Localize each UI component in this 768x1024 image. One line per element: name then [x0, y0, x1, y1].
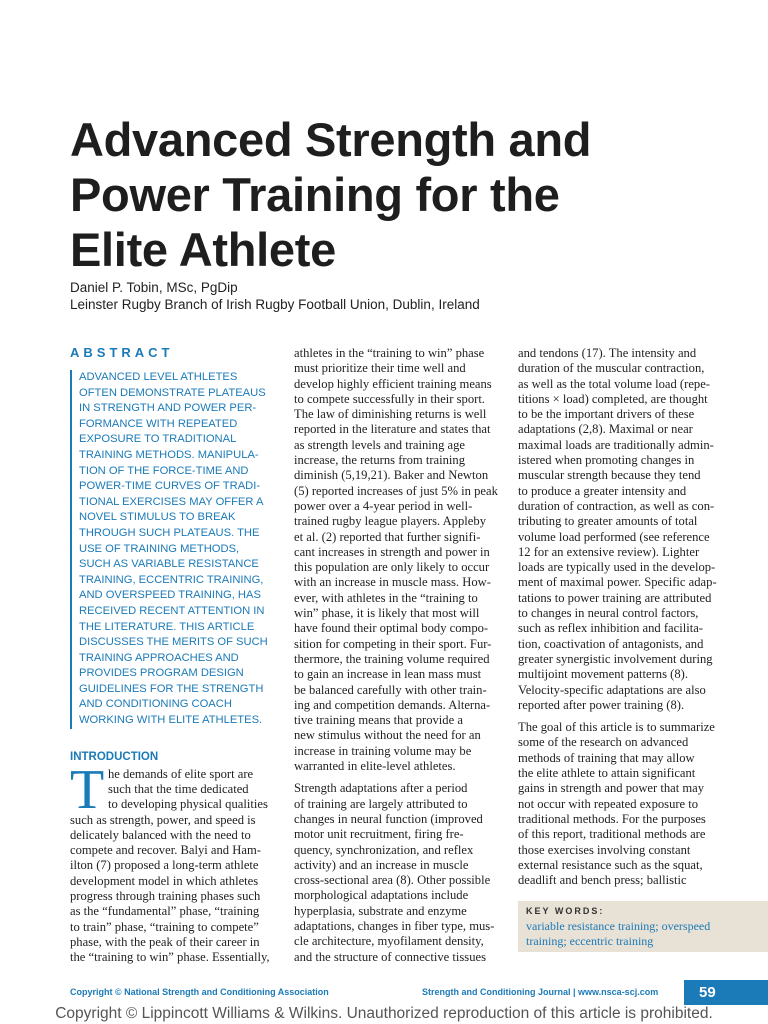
- text-line: power over a 4-year period in well-: [294, 498, 473, 513]
- text-line: win” phase, it is likely that most will: [294, 606, 480, 621]
- copyright-notice: Copyright © Lippincott Williams & Wilkins. Unauthorized reproduction of this article is prohibited.: [55, 1005, 713, 1022]
- text-line: the “training to win” phase. Essentially,: [70, 950, 270, 965]
- text-line: activity) and an increase in muscle: [294, 857, 469, 872]
- author-name: Daniel P. Tobin, MSc, PgDip: [70, 280, 238, 295]
- text-line: Velocity-specific adaptations are also: [518, 682, 706, 697]
- text-line: 12 for an extensive review). Lighter: [518, 544, 700, 559]
- text-line: The goal of this article is to summarize: [518, 720, 715, 735]
- left-column: [70, 345, 272, 966]
- text-line: traditional methods. For the purposes: [518, 811, 706, 826]
- author-affiliation: Leinster Rugby Branch of Irish Rugby Football Union, Dublin, Ireland: [70, 297, 480, 312]
- text-line: ilton (7) proposed a long-term athlete: [70, 858, 259, 873]
- text-line: to developing physical qualities: [108, 797, 268, 812]
- text-line: AND OVERSPEED TRAINING, HAS: [79, 589, 261, 602]
- text-line: multijoint movement patterns (8).: [518, 667, 688, 682]
- text-line: titions × load) completed, are thought: [518, 391, 708, 406]
- text-line: motor unit recruitment, firing fre-: [294, 827, 464, 842]
- text-line: as the “fundamental” phase, “training: [70, 904, 260, 919]
- text-line: POWER-TIME CURVES OF TRADI-: [79, 480, 261, 493]
- text-line: cross-sectional area (8). Other possible: [294, 873, 491, 888]
- text-line: THE LITERATURE. THIS ARTICLE: [79, 620, 255, 633]
- text-line: to train” phase, “training to compete”: [70, 919, 259, 934]
- text-line: cle architecture, myofilament density,: [294, 934, 484, 949]
- text-line: athletes in the “training to win” phase: [294, 346, 485, 360]
- text-line: FORMANCE WITH REPEATED: [79, 417, 238, 430]
- text-line: be balanced carefully with other train-: [294, 682, 487, 697]
- title-line: Elite Athlete: [70, 223, 336, 276]
- text-line: cant increases in strength and power in: [294, 544, 490, 559]
- text-line: the elite athlete to attain significant: [518, 766, 696, 781]
- text-line: such as strength, power, and speed is: [70, 812, 256, 827]
- text-line: such as reflex inhibition and facilita-: [518, 621, 703, 636]
- text-line: muscular strength because they tend: [518, 468, 701, 483]
- middle-column: [294, 346, 496, 965]
- text-line: tive training means that provide a: [294, 713, 463, 728]
- text-line: thermore, the training volume required: [294, 651, 490, 666]
- text-line: compete and recover. Balyi and Ham-: [70, 843, 261, 858]
- text-line: quency, synchronization, and reflex: [294, 842, 474, 857]
- keywords-heading: KEY WORDS:: [526, 906, 605, 916]
- text-line: morphological adaptations include: [294, 888, 469, 903]
- text-line: et al. (2) reported that further signifi-: [294, 529, 481, 544]
- footer-copyright: Copyright © National Strength and Conditioning Association: [70, 987, 329, 997]
- text-line: to be the important drivers of these: [518, 407, 695, 422]
- title-line: Advanced Strength and: [70, 113, 592, 166]
- text-line: GUIDELINES FOR THE STRENGTH: [79, 682, 264, 695]
- text-line: to compete successfully in their sport.: [294, 391, 485, 406]
- text-line: develop highly efficient training means: [294, 376, 492, 391]
- text-line: DISCUSSES THE MERITS OF SUCH: [79, 636, 268, 649]
- abstract-heading: ABSTRACT: [70, 345, 174, 360]
- text-line: volume load performed (see reference: [518, 529, 710, 544]
- text-line: duration of contraction, as well as con-: [518, 498, 715, 513]
- text-line: adaptations, changes in fiber type, mus-: [294, 918, 495, 933]
- text-line: tributing to greater amounts of total: [518, 514, 698, 529]
- text-line: ment of maximal power. Specific adap-: [518, 575, 717, 590]
- text-line: TIONAL EXERCISES MAY OFFER A: [79, 495, 264, 508]
- text-line: trained rugby league players. Appleby: [294, 514, 486, 529]
- title-line: Power Training for the: [70, 168, 560, 221]
- text-line: istered when promoting changes in: [518, 453, 695, 468]
- text-line: with an increase in muscle mass. How-: [294, 575, 491, 590]
- text-line: delicately balanced with the need to: [70, 827, 251, 842]
- text-line: and the structure of connective tissues: [294, 949, 486, 964]
- right-column: [518, 346, 720, 888]
- text-line: EXPOSURE TO TRADITIONAL: [79, 433, 237, 446]
- text-line: gains in strength and power that may: [518, 781, 705, 796]
- text-line: SUCH AS VARIABLE RESISTANCE: [79, 558, 259, 571]
- keywords-line: variable resistance training; overspeed: [526, 919, 711, 933]
- text-line: (5) reported increases of just 5% in peak: [294, 483, 498, 498]
- text-line: duration of the muscular contraction,: [518, 361, 705, 376]
- text-line: tations to power training are attributed: [518, 590, 712, 605]
- text-line: those exercises involving constant: [518, 842, 691, 857]
- text-line: and tendons (17). The intensity and: [518, 346, 697, 360]
- text-line: diminish (5,19,21). Baker and Newton: [294, 468, 489, 483]
- text-line: deadlift and bench press; ballistic: [518, 873, 687, 888]
- text-line: reported in the literature and states that: [294, 422, 491, 437]
- article-title: [70, 112, 710, 277]
- text-line: ADVANCED LEVEL ATHLETES: [79, 371, 238, 383]
- text-line: The law of diminishing returns is well: [294, 407, 487, 422]
- footer-journal: Strength and Conditioning Journal | www.nsca-scj.com: [422, 987, 659, 997]
- text-line: of training are largely attributed to: [294, 796, 468, 811]
- text-line: loads are typically used in the develop-: [518, 560, 716, 575]
- keywords-line: training; eccentric training: [526, 934, 654, 948]
- text-line: have found their optimal body compo-: [294, 621, 489, 636]
- text-line: to gain an increase in lean mass must: [294, 667, 482, 682]
- text-line: as well as the total volume load (repe-: [518, 376, 710, 391]
- text-line: to produce a greater intensity and: [518, 483, 687, 498]
- abstract-body: [70, 370, 272, 729]
- text-line: ing and competition demands. Alterna-: [294, 697, 491, 712]
- text-line: external resistance such as the squat,: [518, 857, 703, 872]
- text-line: progress through training phases such: [70, 889, 261, 904]
- text-line: AND CONDITIONING COACH: [79, 698, 232, 711]
- text-line: he demands of elite sport are: [108, 766, 254, 781]
- text-line: methods of training that may allow: [518, 750, 695, 765]
- text-line: Strength adaptations after a period: [294, 781, 468, 796]
- keywords-box: [518, 901, 768, 952]
- text-line: not occur with repeated exposure to: [518, 796, 699, 811]
- text-line: increase, the returns from training: [294, 453, 465, 468]
- text-line: changes in neural function (improved: [294, 811, 483, 826]
- keywords-list: [526, 919, 760, 949]
- text-line: warranted in elite-level athletes.: [294, 759, 456, 774]
- text-line: ever, with athletes in the “training to: [294, 590, 478, 605]
- text-line: must prioritize their time well and: [294, 361, 466, 376]
- drop-cap: T: [70, 758, 105, 821]
- text-line: OFTEN DEMONSTRATE PLATEAUS: [79, 386, 266, 399]
- text-line: sition for competing in their sport. Fur-: [294, 636, 492, 651]
- text-line: TION OF THE FORCE-TIME AND: [79, 464, 249, 477]
- text-line: USE OF TRAINING METHODS,: [79, 542, 240, 555]
- text-line: PROVIDES PROGRAM DESIGN: [79, 667, 244, 680]
- text-line: to changes in neural control factors,: [518, 606, 699, 621]
- introduction-heading: INTRODUCTION: [70, 750, 159, 763]
- text-line: such that the time dedicated: [108, 781, 249, 796]
- text-line: THROUGH SUCH PLATEAUS. THE: [79, 526, 260, 539]
- text-line: maximal loads are traditionally admin-: [518, 437, 714, 452]
- paragraph: [518, 346, 720, 713]
- paragraph: [294, 346, 496, 774]
- text-line: hyperplasia, substrate and enzyme: [294, 903, 467, 918]
- text-line: of this report, traditional methods are: [518, 827, 706, 842]
- text-line: tion, coactivation of antagonists, and: [518, 636, 704, 651]
- text-line: TRAINING METHODS. MANIPULA-: [79, 448, 259, 461]
- text-line: NOVEL STIMULUS TO BREAK: [79, 511, 236, 524]
- text-line: reported after power training (8).: [518, 697, 685, 712]
- text-line: greater synergistic involvement during: [518, 651, 713, 666]
- text-line: some of the research on advanced: [518, 735, 689, 750]
- text-line: as strength levels and training age: [294, 437, 466, 452]
- text-line: WORKING WITH ELITE ATHLETES.: [79, 714, 263, 727]
- text-line: phase, with the peak of their career in: [70, 934, 260, 949]
- paragraph: [294, 781, 496, 965]
- page-number: 59: [684, 980, 768, 1005]
- text-line: development model in which athletes: [70, 873, 259, 888]
- introduction-body: [70, 758, 272, 966]
- paragraph: [518, 720, 720, 888]
- text-line: IN STRENGTH AND POWER PER-: [79, 402, 257, 415]
- text-line: this population are only likely to occur: [294, 560, 490, 575]
- author-block: [70, 279, 480, 313]
- text-line: new stimulus without the need for an: [294, 728, 481, 743]
- text-line: increase in training volume may be: [294, 743, 472, 758]
- text-line: TRAINING APPROACHES AND: [79, 651, 239, 664]
- text-line: adaptations (2,8). Maximal or near: [518, 422, 693, 437]
- text-line: RECEIVED RECENT ATTENTION IN: [79, 604, 265, 617]
- text-line: TRAINING, ECCENTRIC TRAINING,: [79, 573, 264, 586]
